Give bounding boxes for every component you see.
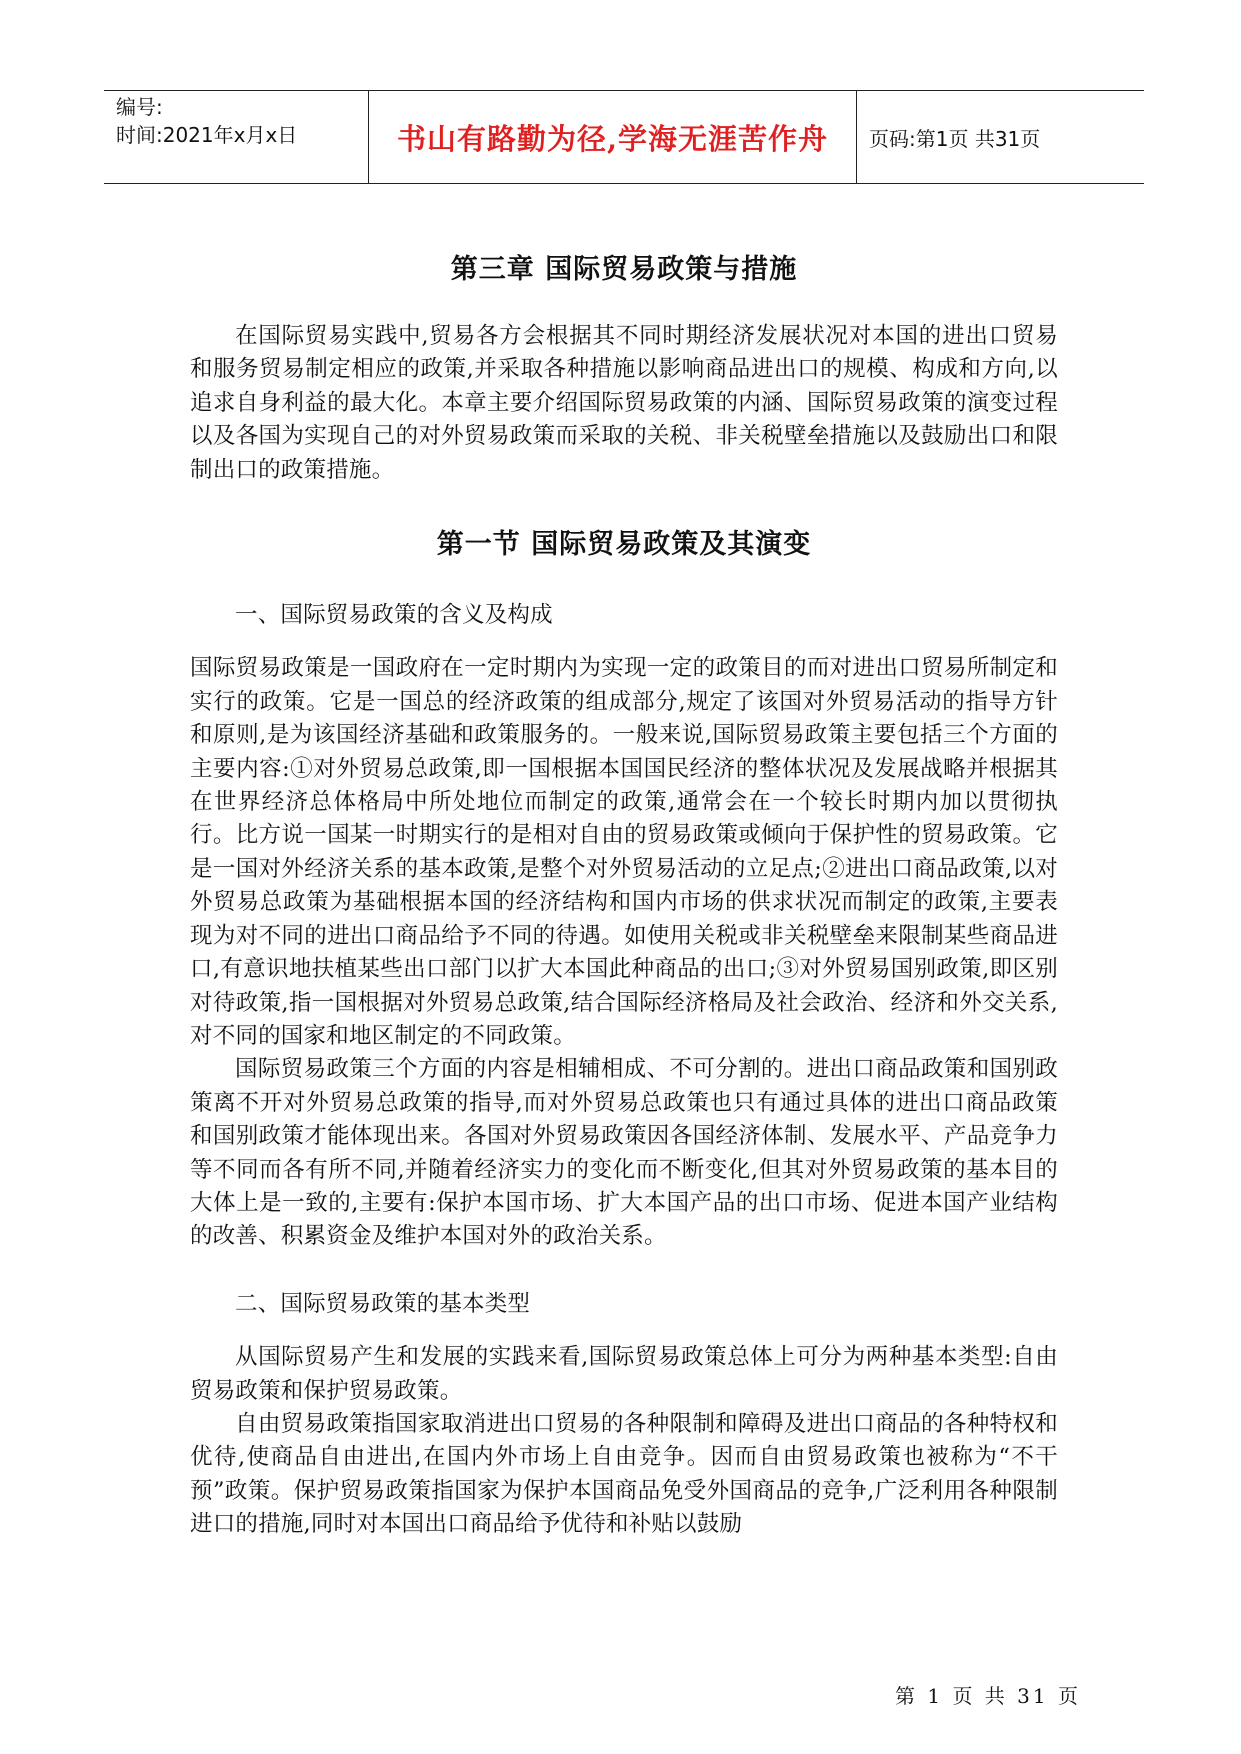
page-header: [104, 90, 1144, 184]
document-body: [190, 250, 1058, 1542]
document-number-label: 编号:: [116, 95, 163, 119]
header-meta: [104, 91, 369, 183]
body-paragraph-1: 国际贸易政策是一国政府在一定时期内为实现一定的政策目的而对进出口贸易所制定和实行的政策。它是一国总的经济政策的组成部分,规定了该国对外贸易活动的指导方针和原则,是为该国经济基础和政策服务的。一般来说,国际贸易政策主要包括三个方面的主要内容:①对外贸易总政策,即一国根据本国国民经济的整体状况及发展战略并根据其在世界经济总体格局中所处地位而制定的政策,通常会在一个较长时期内加以贯彻执行。比方说一国某一时期实行的是相对自由的贸易政策或倾向于保护性的贸易政策。它是一国对外经济关系的基本政策,是整个对外贸易活动的立足点;②进出口商品政策,以对外贸易总政策为基础根据本国的经济结构和国内市场的供求状况而制定的政策,主要表现为对不同的进出口商品给予不同的待遇。如使用关税或非关税壁垒来限制某些商品进口,有意识地扶植某些出口部门以扩大本国此种商品的出口;③对外贸易国别政策,即区别对待政策,指一国根据对外贸易总政策,结合国际经济格局及社会政治、经济和外交关系,对不同的国家和地区制定的不同政策。: [190, 655, 1058, 1049]
intro-paragraph: 在国际贸易实践中,贸易各方会根据其不同时期经济发展状况对本国的进出口贸易和服务贸易制定相应的政策,并采取各种措施以影响商品进出口的规模、构成和方向,以追求自身利益的最大化。本章主要介绍国际贸易政策的内涵、国际贸易政策的演变过程以及各国为实现自己的对外贸易政策而采取的关税、非关税壁垒措施以及鼓励出口和限制出口的政策措施。: [190, 323, 1058, 483]
document-time: 时间:2021年x月x日: [116, 123, 298, 147]
body-paragraph-4: 自由贸易政策指国家取消进出口贸易的各种限制和障碍及进出口商品的各种特权和优待,使商品自由进出,在国内外市场上自由竞争。因而自由贸易政策也被称为“不干预”政策。保护贸易政策指国家为保护本国商品免受外国商品的竞争,广泛利用各种限制进口的措施,同时对本国出口商品给予优待和补贴以鼓励: [190, 1410, 1058, 1538]
body-paragraph-3: 从国际贸易产生和发展的实践来看,国际贸易政策总体上可分为两种基本类型:自由贸易政策和保护贸易政策。: [190, 1344, 1058, 1404]
chapter-title: 第三章 国际贸易政策与措施: [450, 254, 798, 285]
section-title: 第一节 国际贸易政策及其演变: [436, 529, 812, 561]
header-page-info: 页码:第1页 共31页: [869, 126, 1041, 151]
subsection-heading-1: 一、国际贸易政策的含义及构成: [235, 602, 553, 629]
subsection-heading-2: 二、国际贸易政策的基本类型: [235, 1290, 531, 1317]
page-footer: 第 1 页 共 31 页: [895, 1684, 1081, 1708]
body-paragraph-2: 国际贸易政策三个方面的内容是相辅相成、不可分割的。进出口商品政策和国别政策离不开对外贸易总政策的指导,而对外贸易总政策也只有通过具体的进出口商品政策和国别政策才能体现出来。各国对外贸易政策因各国经济体制、发展水平、产品竞争力等不同而各有所不同,并随着经济实力的变化而不断变化,但其对外贸易政策的基本目的大体上是一致的,主要有:保护本国市场、扩大本国产品的出口市场、促进本国产业结构的改善、积累资金及维护本国对外的政治关系。: [190, 1056, 1058, 1250]
header-motto: 书山有路勤为径,学海无涯苦作舟: [369, 91, 857, 183]
